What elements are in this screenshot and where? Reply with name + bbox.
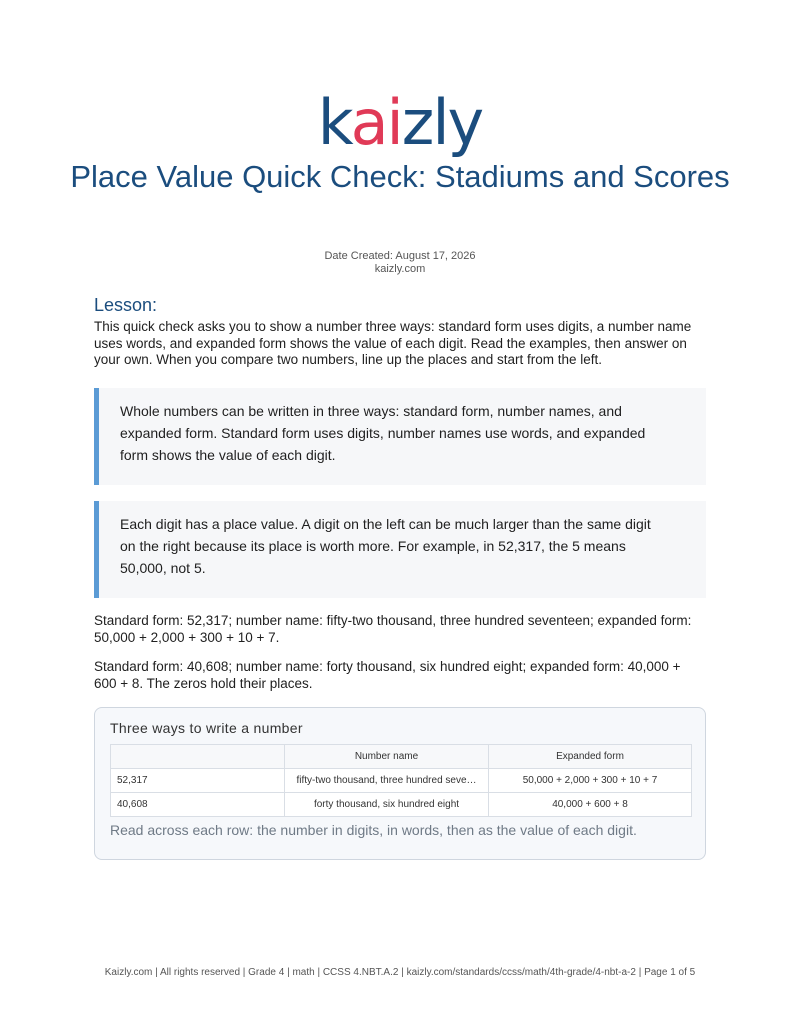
table-panel-note: Read across each row: the number in digits, in words, then as the value of each digit. bbox=[110, 822, 637, 838]
kaizly-logo: kaizly bbox=[317, 86, 483, 159]
number-forms-table bbox=[110, 744, 692, 817]
lesson-heading: Lesson: bbox=[94, 295, 158, 315]
table-panel bbox=[94, 707, 706, 860]
page-footer: Kaizly.com | All rights reserved | Grade 4 | math | CCSS 4.NBT.A.2 | kaizly.com/standards/ccss/math/4th-grade/4-nbt-a-2 | Page 1 of 5 bbox=[104, 967, 696, 978]
table-header-cell bbox=[111, 745, 285, 769]
document-meta bbox=[0, 250, 800, 276]
site-name: kaizly.com bbox=[374, 263, 426, 275]
table-cell: 40,608 bbox=[111, 793, 285, 817]
date-created: Date Created: August 17, 2026 bbox=[324, 250, 476, 262]
example-52317: Standard form: 52,317; number name: fifty-two thousand, three hundred seventeen; expanded form: 50,000 + 2,000 + 300 + 10 + 7. bbox=[94, 613, 692, 645]
table-cell: 50,000 + 2,000 + 300 + 10 + 7 bbox=[489, 769, 692, 793]
callout-three-forms: Whole numbers can be written in three ways: standard form, number names, and expanded form. Standard form uses digits, number names use words, and expanded form shows the value of each digit. bbox=[94, 388, 706, 485]
callout-place-value: Each digit has a place value. A digit on the left can be much larger than the same digit on the right because its place is worth more. For example, in 52,317, the 5 means 50,000, not 5. bbox=[94, 501, 706, 598]
table-cell: fifty-two thousand, three hundred seve… bbox=[285, 769, 489, 793]
table-header-row bbox=[111, 745, 692, 769]
table-cell: 52,317 bbox=[111, 769, 285, 793]
table-header-cell: Number name bbox=[285, 745, 489, 769]
table-cell: 40,000 + 600 + 8 bbox=[489, 793, 692, 817]
lesson-intro: This quick check asks you to show a number three ways: standard form uses digits, a number name uses words, and expanded form shows the value of each digit. Read the examples, then answer on your own. When you compare two numbers, line up the places and start from the left. bbox=[94, 319, 692, 367]
example-40608: Standard form: 40,608; number name: forty thousand, six hundred eight; expanded form: 40,000 + 600 + 8. The zeros hold their places. bbox=[94, 659, 681, 691]
page-title: Place Value Quick Check: Stadiums and Scores bbox=[70, 159, 730, 194]
table-cell: forty thousand, six hundred eight bbox=[285, 793, 489, 817]
table-header-cell: Expanded form bbox=[489, 745, 692, 769]
table-row bbox=[111, 769, 692, 793]
table-panel-title: Three ways to write a number bbox=[110, 720, 303, 736]
table-row bbox=[111, 793, 692, 817]
